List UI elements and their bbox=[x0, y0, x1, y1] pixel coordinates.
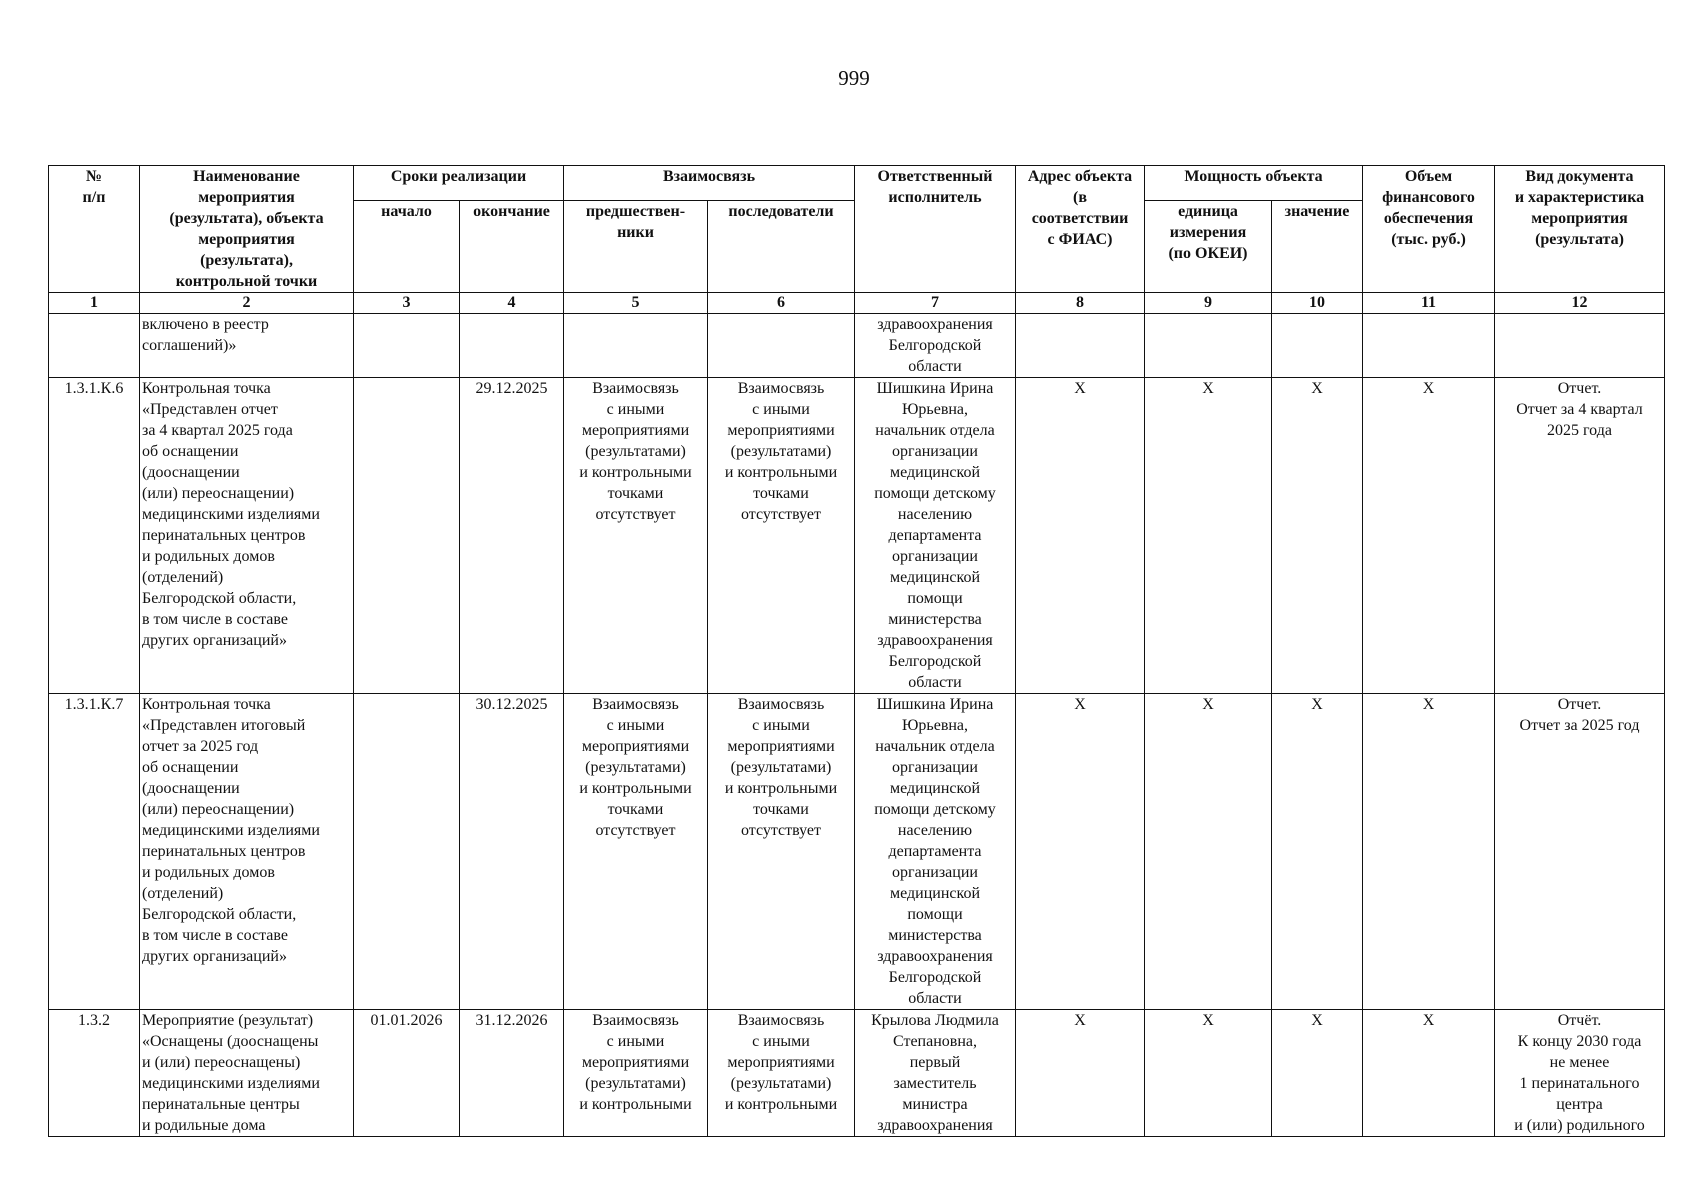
header-address: Адрес объекта (в соответствии с ФИАС) bbox=[1016, 166, 1145, 293]
cell-predecessors: Взаимосвязь с иными мероприятиями (результатами) и контрольными точками отсутствует bbox=[564, 694, 708, 1010]
column-number: 9 bbox=[1145, 293, 1272, 314]
cell-value bbox=[1272, 314, 1363, 378]
cell-successors: Взаимосвязь с иными мероприятиями (результатами) и контрольными точками отсутствует bbox=[708, 378, 855, 694]
column-number: 11 bbox=[1363, 293, 1495, 314]
column-number: 3 bbox=[354, 293, 460, 314]
column-number: 6 bbox=[708, 293, 855, 314]
cell-name: Контрольная точка «Представлен отчет за 4 квартал 2025 года об оснащении (дооснащении (или) переоснащении) медицинскими изделиями перинатальных центров и родильных домов (отделений) Белгородской области, в том числе в составе других организаций» bbox=[140, 378, 354, 694]
column-number: 1 bbox=[49, 293, 140, 314]
column-number: 12 bbox=[1495, 293, 1665, 314]
header-row-1 bbox=[49, 166, 1665, 201]
cell-num bbox=[49, 314, 140, 378]
table-row bbox=[49, 1010, 1665, 1137]
implementation-plan-table bbox=[48, 165, 1665, 1137]
cell-num: 1.3.1.К.6 bbox=[49, 378, 140, 694]
header-num: № п/п bbox=[49, 166, 140, 293]
header-finance: Объем финансового обеспечения (тыс. руб.) bbox=[1363, 166, 1495, 293]
cell-name: Мероприятие (результат) «Оснащены (дооснащены и (или) переоснащены) медицинскими изделиями перинатальные центры и родильные дома bbox=[140, 1010, 354, 1137]
page-number: 999 bbox=[838, 66, 870, 90]
column-number-row bbox=[49, 293, 1665, 314]
cell-address: X bbox=[1016, 378, 1145, 694]
cell-finance: X bbox=[1363, 694, 1495, 1010]
header-timing: Сроки реализации bbox=[354, 166, 564, 201]
header-successors: последователи bbox=[708, 201, 855, 293]
cell-doc: Отчет. Отчет за 4 квартал 2025 года bbox=[1495, 378, 1665, 694]
cell-doc: Отчет. Отчет за 2025 год bbox=[1495, 694, 1665, 1010]
column-number: 10 bbox=[1272, 293, 1363, 314]
cell-address: X bbox=[1016, 694, 1145, 1010]
cell-start bbox=[354, 314, 460, 378]
cell-unit: X bbox=[1145, 378, 1272, 694]
cell-num: 1.3.2 bbox=[49, 1010, 140, 1137]
cell-successors bbox=[708, 314, 855, 378]
header-capacity: Мощность объекта bbox=[1145, 166, 1363, 201]
cell-successors: Взаимосвязь с иными мероприятиями (результатами) и контрольными bbox=[708, 1010, 855, 1137]
table-row bbox=[49, 314, 1665, 378]
cell-value: X bbox=[1272, 694, 1363, 1010]
cell-predecessors: Взаимосвязь с иными мероприятиями (результатами) и контрольными bbox=[564, 1010, 708, 1137]
cell-successors: Взаимосвязь с иными мероприятиями (результатами) и контрольными точками отсутствует bbox=[708, 694, 855, 1010]
cell-address bbox=[1016, 314, 1145, 378]
cell-name: Контрольная точка «Представлен итоговый отчет за 2025 год об оснащении (дооснащении (или) переоснащении) медицинскими изделиями перинатальных центров и родильных домов (отделений) Белгородской области, в том числе в составе других организаций» bbox=[140, 694, 354, 1010]
cell-end bbox=[460, 314, 564, 378]
header-predecessors: предшествен- ники bbox=[564, 201, 708, 293]
cell-finance: X bbox=[1363, 1010, 1495, 1137]
column-number: 2 bbox=[140, 293, 354, 314]
cell-end: 29.12.2025 bbox=[460, 378, 564, 694]
cell-end: 30.12.2025 bbox=[460, 694, 564, 1010]
cell-name: включено в реестр соглашений)» bbox=[140, 314, 354, 378]
header-link: Взаимосвязь bbox=[564, 166, 855, 201]
column-number: 5 bbox=[564, 293, 708, 314]
cell-unit: X bbox=[1145, 694, 1272, 1010]
cell-start bbox=[354, 378, 460, 694]
cell-responsible: Шишкина Ирина Юрьевна, начальник отдела организации медицинской помощи детскому населению департамента организации медицинской помощи министерства здравоохранения Белгородской области bbox=[855, 694, 1016, 1010]
table-row bbox=[49, 378, 1665, 694]
cell-finance bbox=[1363, 314, 1495, 378]
cell-address: X bbox=[1016, 1010, 1145, 1137]
cell-end: 31.12.2026 bbox=[460, 1010, 564, 1137]
header-start: начало bbox=[354, 201, 460, 293]
cell-finance: X bbox=[1363, 378, 1495, 694]
cell-num: 1.3.1.К.7 bbox=[49, 694, 140, 1010]
cell-unit bbox=[1145, 314, 1272, 378]
cell-predecessors: Взаимосвязь с иными мероприятиями (результатами) и контрольными точками отсутствует bbox=[564, 378, 708, 694]
cell-responsible: Шишкина Ирина Юрьевна, начальник отдела организации медицинской помощи детскому населению департамента организации медицинской помощи министерства здравоохранения Белгородской области bbox=[855, 378, 1016, 694]
cell-doc bbox=[1495, 314, 1665, 378]
cell-start bbox=[354, 694, 460, 1010]
column-number: 8 bbox=[1016, 293, 1145, 314]
cell-start: 01.01.2026 bbox=[354, 1010, 460, 1137]
cell-unit: X bbox=[1145, 1010, 1272, 1137]
column-number: 7 bbox=[855, 293, 1016, 314]
cell-predecessors bbox=[564, 314, 708, 378]
header-responsible: Ответственный исполнитель bbox=[855, 166, 1016, 293]
header-unit: единица измерения (по ОКЕИ) bbox=[1145, 201, 1272, 293]
cell-responsible: Крылова Людмила Степановна, первый заместитель министра здравоохранения bbox=[855, 1010, 1016, 1137]
header-value: значение bbox=[1272, 201, 1363, 293]
cell-value: X bbox=[1272, 1010, 1363, 1137]
header-end: окончание bbox=[460, 201, 564, 293]
column-number: 4 bbox=[460, 293, 564, 314]
cell-responsible: здравоохранения Белгородской области bbox=[855, 314, 1016, 378]
header-doc: Вид документа и характеристика мероприятия (результата) bbox=[1495, 166, 1665, 293]
cell-value: X bbox=[1272, 378, 1363, 694]
table-row bbox=[49, 694, 1665, 1010]
header-name: Наименование мероприятия (результата), объекта мероприятия (результата), контрольной точки bbox=[140, 166, 354, 293]
cell-doc: Отчёт. К концу 2030 года не менее 1 перинатального центра и (или) родильного bbox=[1495, 1010, 1665, 1137]
